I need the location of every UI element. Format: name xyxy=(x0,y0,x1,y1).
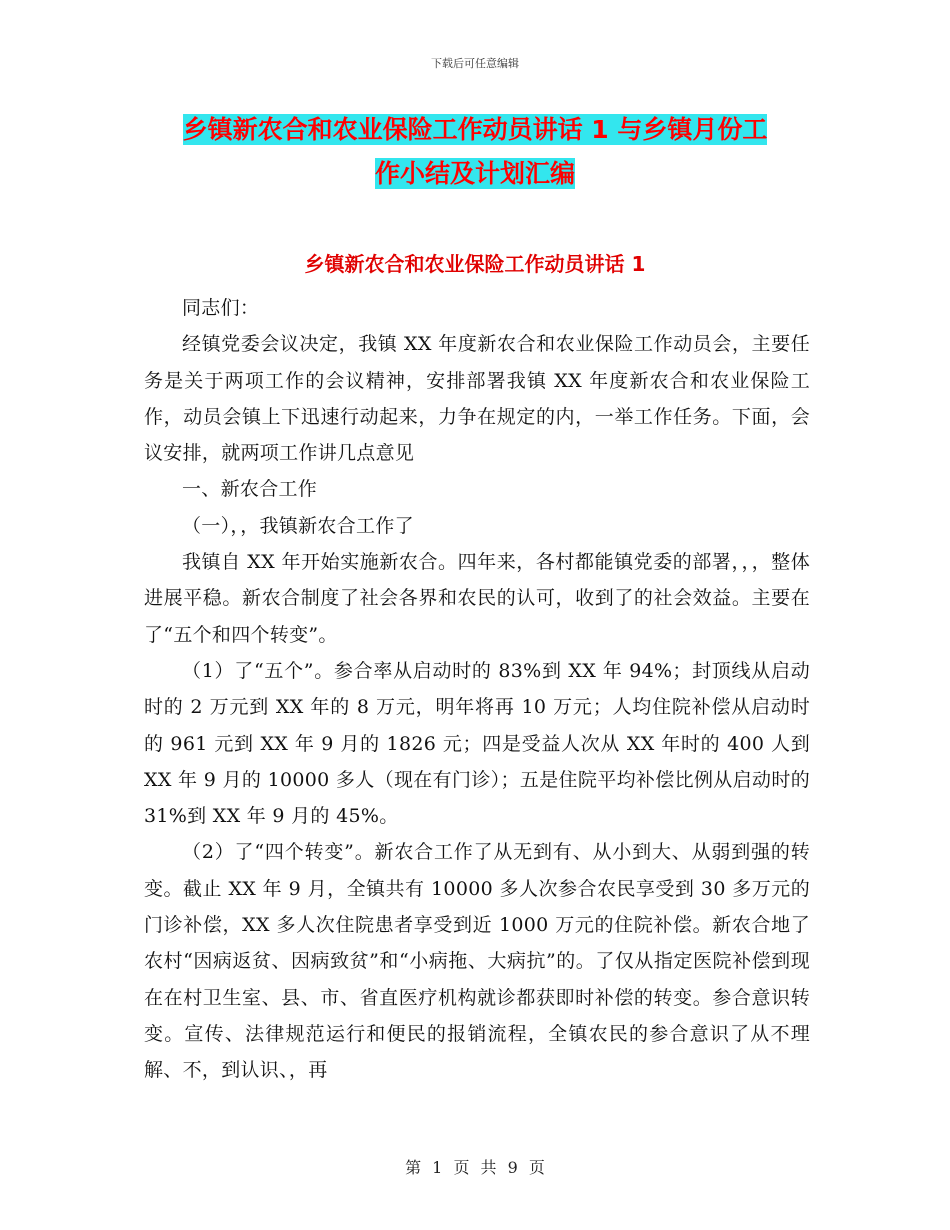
salutation-paragraph: 同志们： xyxy=(182,297,260,319)
section-title: 乡镇新农合和农业保险工作动员讲话 1 xyxy=(304,252,646,276)
document-body xyxy=(144,290,810,1089)
page-footer: 第 1 页 共 9 页 xyxy=(405,1158,545,1177)
title-line-2: 作小结及计划汇编 xyxy=(374,159,575,188)
header-note: 下载后可任意编辑 xyxy=(431,57,519,70)
body-paragraph: （2）了“四个转变”。新农合工作了从无到有、从小到大、从弱到强的转变。截止 XX 年 9 月，全镇共有 10000 多人次参合农民享受到 30 多万元的门诊补偿，XX 多人次住院患者享受到近 1000 万元的住院补偿。新农合地了农村“因病返贫、因病致贫”和“小病拖、大病抗”的。了仅从指定医院补偿到现在在村卫生室、县、市、省直医疗机构就诊都获即时补偿的转变。参合意识转变。宣传、法律规范运行和便民的报销流程，全镇农民的参合意识了从不理解、不，到认识、，再 xyxy=(144,841,810,1082)
document-title xyxy=(140,108,810,196)
subheading-paragraph: （一），，我镇新农合工作了 xyxy=(182,514,414,537)
heading-paragraph: 一、新农合工作 xyxy=(182,478,318,501)
body-paragraph: （1）了“五个”。参合率从启动时的 83%到 XX 年 94%；封顶线从启动时的 2 万元到 XX 年的 8 万元，明年将再 10 万元；人均住院补偿从启动时的 961 元到 XX 年 9 月的 1826 元；四是受益人次从 XX 年时的 400 人到 XX 年 9 月的 10000 多人（现在有门诊）；五是住院平均补偿比例从启动时的 31%到 XX 年 9 月的 45%。 xyxy=(144,659,810,828)
body-paragraph: 我镇自 XX 年开始实施新农合。四年来，各村都能镇党委的部署，，，整体进展平稳。新农合制度了社会各界和农民的认可，收到了的社会效益。主要在了“五个和四个转变”。 xyxy=(144,551,810,646)
body-paragraph: 经镇党委会议决定，我镇 XX 年度新农合和农业保险工作动员会，主要任务是关于两项工作的会议精神，安排部署我镇 XX 年度新农合和农业保险工作，动员会镇上下迅速行动起来，力争在规定的内，一举工作任务。下面，会议安排，就两项工作讲几点意见 xyxy=(144,333,810,465)
title-line-1: 乡镇新农合和农业保险工作动员讲话 1 与乡镇月份工 xyxy=(182,115,768,144)
